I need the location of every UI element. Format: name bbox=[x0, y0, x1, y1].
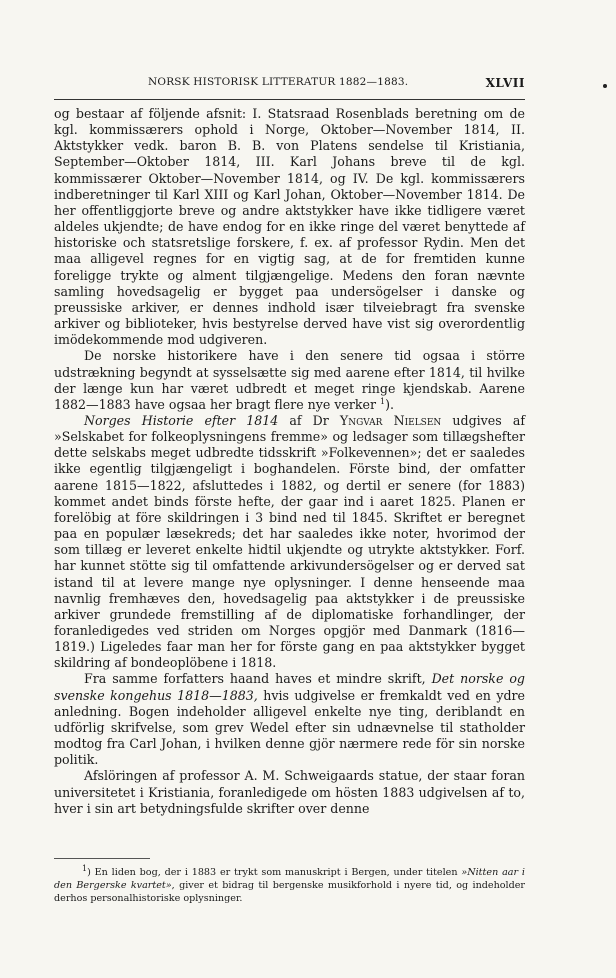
footnote bbox=[54, 863, 526, 905]
work-title-kongehus: Det norske og svenske kongehus 1818—1883, bbox=[54, 671, 525, 703]
margin-speck bbox=[603, 84, 607, 88]
paragraph-3 bbox=[54, 413, 525, 672]
footnote-start: ) En liden bog, der i 1883 er trykt som manuskript i Bergen, under titelen bbox=[87, 867, 462, 878]
work-title-norges-historie: Norges Historie efter 1814 bbox=[84, 412, 279, 428]
paragraph-5: Afslöringen af professor A. M. Schweigaards statue, der staar foran universitetet i Kristiania, foranledigede om hösten 1883 udgivelsen af to, hver i sin art betydningsfulde skrifter over denne bbox=[54, 768, 525, 816]
footnote-marker: 1 bbox=[82, 863, 88, 873]
running-title: NORSK HISTORISK LITTERATUR 1882—1883. bbox=[148, 76, 409, 88]
paragraph-3-mid: af Dr bbox=[278, 412, 340, 428]
paragraph-4-text: hvis udgivelse er fremkaldt ved en ydre anledning. Bogen indeholder alligevel enkelte nye ting, deriblandt en udförlig skrifvelse, som grev Wedel efter sin udnævnelse til statholder modtog fra Carl Johan, i hvilken denne gjör nærmere rede för sin norske politik. bbox=[54, 687, 525, 768]
paragraph-2-end: ). bbox=[385, 396, 395, 412]
page-number: XLVII bbox=[485, 76, 525, 90]
paragraph-2-text: De norske historikere have i den senere tid ogsaa i större udstrækning begyndt at sysselsætte sig med aarene efter 1814, til hvilke der længe kun har været udbredt et meget ringe kjendskab. Aarene 1882—1883 have ogsaa her bragt flere nye verker bbox=[54, 348, 525, 412]
book-page bbox=[54, 0, 525, 978]
footnote-rule bbox=[54, 858, 150, 859]
paragraph-4 bbox=[54, 671, 525, 768]
paragraph-4-start: Fra samme forfatters haand haves et mindre skrift, bbox=[84, 671, 432, 687]
paragraph-3-text: udgives af »Selskabet for folkeoplysningens fremme» og ledsager som tillægshefter dette selskabs meget udbredte tidsskrift »Folkevennen»; det er saaledes ikke egentlig tilgjængeligt i boghandelen. Förste bind, der omfatter aarene 1815—1822, afsluttedes i 1882, og dertil er senere (for 1883) kommet andet binds förste hefte, der gaar ind i aaret 1825. Planen er forelöbig at före skildringen i 3 bind ned til 1845. Skriftet er beregnet paa en populær læsekreds; det har saaledes ikke noter, hvorimod der som tillæg er leveret enkelte hidtil ukjendte og utrykte aktstykker. Forf. har kunnet stötte sig til omfattende arkivundersögelser og er derved sat istand til at levere mange nye oplysninger. I denne henseende maa navnlig fremhæves den, hovedsagelig paa aktstykker i de preussiske arkiver grundede fremstilling af de diplomatiske forhandlinger, der foranledigedes ved striden om Norges opgjör med Danmark (1816—1819.) Ligeledes faar man her for förste gang en paa aktstykker bygget skildring af bondeoplöbene i 1818. bbox=[54, 412, 525, 671]
running-header bbox=[54, 76, 525, 92]
main-text bbox=[54, 106, 525, 817]
footnote-ref: 1 bbox=[380, 396, 386, 406]
author-name: Yngvar Nielsen bbox=[339, 412, 442, 428]
paragraph-1: og bestaar af följende afsnit: I. Statsraad Rosenblads beretning om de kgl. kommissærers ophold i Norge, Oktober—November 1814, II. Aktstykker vedk. baron B. B. von Platens sendelse til Kristiania, September—Oktober 1814, III. Karl Johans breve til de kgl. kommissærer Oktober—November 1814, og IV. De kgl. kommissærers indberetninger til Karl XIII og Karl Johan, Oktober—November 1814. De her offentliggjorte breve og andre aktstykker have ikke tidligere været aldeles ukjendte; de have endog for en ikke ringe del været benyttede af historiske och statsretslige forskere, f. ex. af professor Rydin. Men det maa alligevel regnes for en vigtig sag, at de for fremtiden kunne foreligge trykte og alment tilgjængelige. Medens den foran nævnte samling hovedsagelig er bygget paa undersögelser i danske og preussiske arkiver, er dennes indhold især tilveiebragt fra svenske arkiver og biblioteker, hvis bestyrelse derved have vist sig overordentlig imödekommende mod udgiveren. bbox=[54, 106, 525, 348]
header-rule bbox=[54, 99, 525, 100]
footnote-text bbox=[54, 863, 526, 905]
footnote-rest: , giver et bidrag til bergenske musikforhold i nyere tid, og indeholder derhos personalhistoriske oplysninger. bbox=[54, 880, 526, 904]
footnote-title: »Nitten aar i den Bergerske kvartet» bbox=[54, 867, 525, 891]
paragraph-2 bbox=[54, 348, 525, 413]
